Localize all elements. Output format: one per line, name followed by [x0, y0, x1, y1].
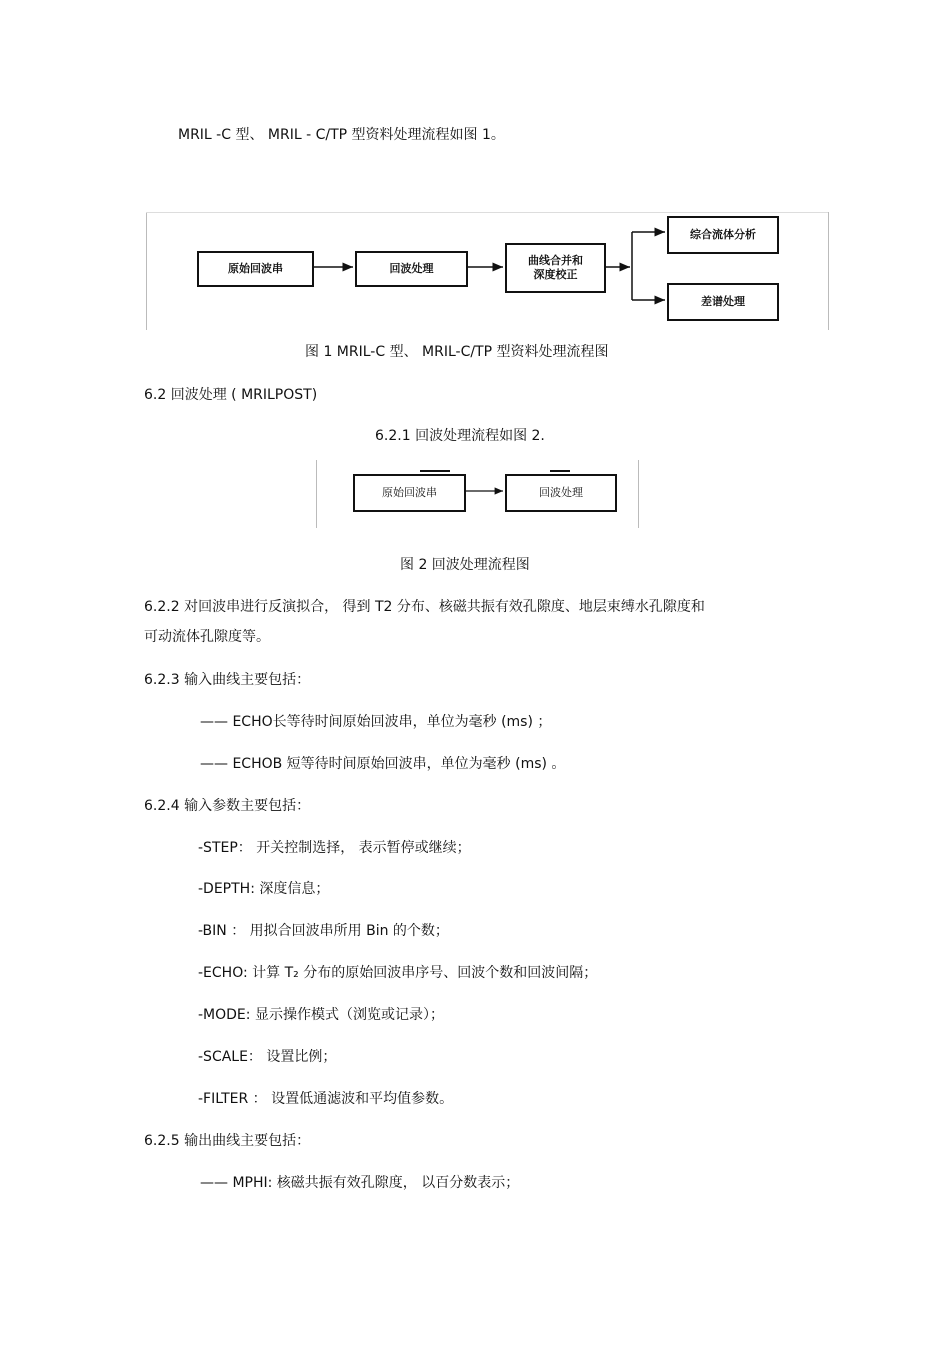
figure-2-flowchart	[0, 0, 950, 540]
section-6-2-2-line1: 6.2.2 对回波串进行反演拟合， 得到 T2 分布、核磁共振有效孔隙度、地层束缚水孔隙度和	[144, 599, 705, 615]
box-fluid-analysis: 综合流体分析	[667, 216, 779, 254]
fig2-box-echo-processing: 回波处理	[505, 474, 617, 512]
input-param-item: -DEPTH: 深度信息；	[198, 881, 330, 897]
box-spectrum-processing: 差谱处理	[667, 283, 779, 321]
section-6-2-heading: 6.2 回波处理 ( MRILPOST)	[144, 387, 318, 403]
output-curve-item: —— MPHI: 核磁共振有效孔隙度， 以百分数表示；	[200, 1175, 520, 1191]
box-merge-line1: 曲线合并和	[528, 254, 583, 267]
box-raw-echo: 原始回波串	[197, 251, 314, 287]
input-curve-item: —— ECHO长等待时间原始回波串，单位为毫秒 (ms) ；	[200, 714, 552, 730]
section-6-2-1-text: 6.2.1 回波处理流程如图 2.	[375, 428, 545, 444]
input-param-item: -ECHO: 计算 T₂ 分布的原始回波串序号、回波个数和回波间隔；	[198, 965, 598, 981]
input-curve-item: —— ECHOB 短等待时间原始回波串，单位为毫秒 (ms) 。	[200, 756, 566, 772]
intro-text: MRIL -C 型、 MRIL - C/TP 型资料处理流程如图 1。	[178, 127, 505, 143]
figure-2-caption: 图 2 回波处理流程图	[400, 557, 530, 573]
figure-2-arrows	[0, 0, 950, 540]
input-param-item: -STEP： 开关控制选择， 表示暂停或继续；	[198, 840, 471, 856]
fig2-box-raw-echo: 原始回波串	[353, 474, 466, 512]
box-echo-processing: 回波处理	[355, 251, 468, 287]
section-6-2-5-heading: 6.2.5 输出曲线主要包括：	[144, 1133, 311, 1149]
section-6-2-4-heading: 6.2.4 输入参数主要包括：	[144, 798, 311, 814]
box-merge-line2: 深度校正	[533, 268, 578, 281]
section-6-2-3-heading: 6.2.3 输入曲线主要包括：	[144, 672, 311, 688]
input-param-item: -SCALE： 设置比例；	[198, 1049, 337, 1065]
figure-1-caption: 图 1 MRIL-C 型、 MRIL-C/TP 型资料处理流程图	[305, 344, 609, 360]
section-6-2-2-line2: 可动流体孔隙度等。	[144, 629, 270, 645]
input-param-item: -MODE: 显示操作模式（浏览或记录）；	[198, 1007, 444, 1023]
input-param-item: -BIN ： 用拟合回波串所用 Bin 的个数；	[198, 923, 449, 939]
input-param-item: -FILTER ： 设置低通滤波和平均值参数。	[198, 1091, 454, 1107]
